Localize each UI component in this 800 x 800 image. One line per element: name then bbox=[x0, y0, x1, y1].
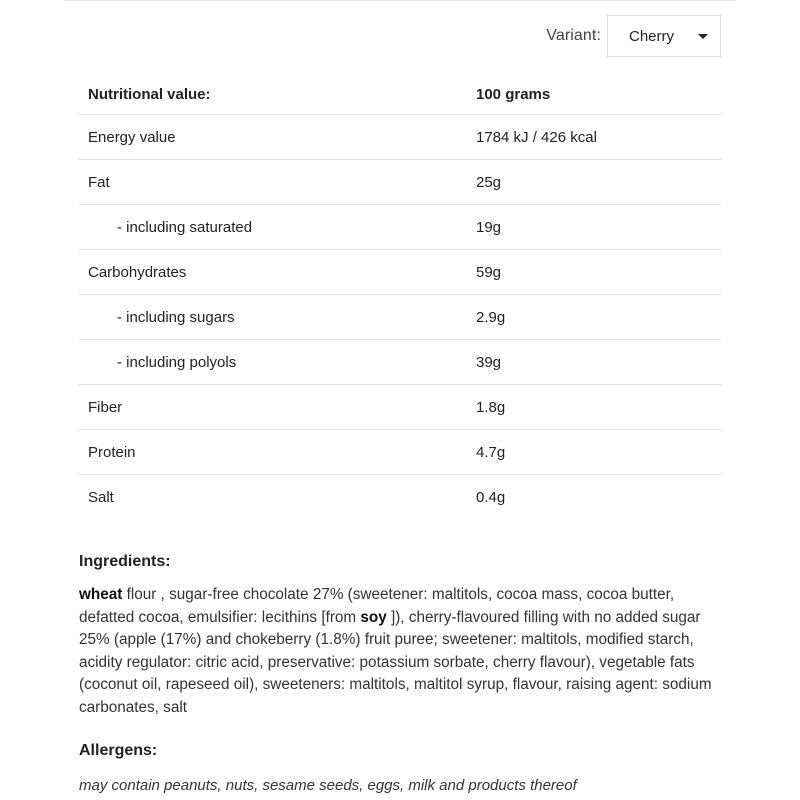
table-row bbox=[79, 205, 721, 250]
table-row bbox=[79, 160, 721, 205]
nutrient-name: Protein bbox=[79, 430, 476, 475]
nutrient-value: 25g bbox=[476, 160, 721, 205]
ingredients-section bbox=[79, 553, 729, 720]
ingredients-text-part: ]), cherry-flavoured filling with no added sugar 25% (apple (17%) and chokeberry (1.8%) fruit puree; sweetener: maltitols, modified starch, acidity regulator: citric acid, preservative: potassium sorbate, cherry flavour), vegetable fats (coconut oil, rapeseed oil), sweeteners: maltitols, maltitol syrup, flavour, raising agent: sodium carbonates, salt bbox=[79, 608, 712, 716]
nutrient-value: 2.9g bbox=[476, 295, 721, 340]
nutrition-table bbox=[79, 74, 721, 519]
nutrient-name: Fat bbox=[79, 160, 476, 205]
table-row bbox=[79, 430, 721, 475]
chevron-down-icon bbox=[698, 34, 708, 39]
nutrient-name: - including polyols bbox=[79, 340, 476, 385]
table-row bbox=[79, 340, 721, 385]
nutrition-header-amount: 100 grams bbox=[476, 74, 721, 115]
table-row bbox=[79, 295, 721, 340]
nutrient-name: - including saturated bbox=[79, 205, 476, 250]
table-row bbox=[79, 475, 721, 520]
ingredient-allergen-soy: soy bbox=[360, 608, 387, 626]
ingredients-text-part: flour , sugar-free chocolate 27% (sweetener: maltitols, cocoa mass, cocoa butter, defatted cocoa, emulsifier: lecithins [from bbox=[79, 586, 675, 626]
nutrient-value: 4.7g bbox=[476, 430, 721, 475]
top-divider bbox=[64, 0, 736, 1]
ingredients-text bbox=[79, 584, 729, 720]
ingredients-heading: Ingredients: bbox=[79, 553, 171, 570]
allergens-text: may contain peanuts, nuts, sesame seeds, eggs, milk and products thereof bbox=[79, 777, 577, 794]
nutrient-value: 59g bbox=[476, 250, 721, 295]
allergens-section bbox=[79, 742, 729, 794]
variant-label: Variant: bbox=[546, 27, 601, 44]
table-row bbox=[79, 115, 721, 160]
nutrient-value: 0.4g bbox=[476, 488, 506, 506]
nutrient-value: 1784 kJ / 426 kcal bbox=[476, 115, 721, 160]
nutrient-name: Energy value bbox=[79, 115, 476, 160]
nutrient-name: - including sugars bbox=[79, 295, 476, 340]
table-row bbox=[79, 385, 721, 430]
nutrient-name: Carbohydrates bbox=[79, 250, 476, 295]
nutrient-value: 19g bbox=[476, 205, 721, 250]
allergens-heading: Allergens: bbox=[79, 742, 158, 759]
nutrition-header-name: Nutritional value: bbox=[79, 74, 476, 115]
variant-selector-row bbox=[546, 15, 721, 57]
nutrient-name: Salt bbox=[88, 488, 114, 506]
variant-selected-value: Cherry bbox=[629, 27, 675, 45]
variant-select[interactable] bbox=[607, 15, 721, 57]
nutrient-name: Fiber bbox=[79, 385, 476, 430]
table-row bbox=[79, 250, 721, 295]
nutrient-value: 39g bbox=[476, 340, 721, 385]
ingredient-allergen-wheat: wheat bbox=[79, 586, 123, 603]
nutrient-value: 1.8g bbox=[476, 385, 721, 430]
nutrition-header-row bbox=[79, 74, 721, 115]
